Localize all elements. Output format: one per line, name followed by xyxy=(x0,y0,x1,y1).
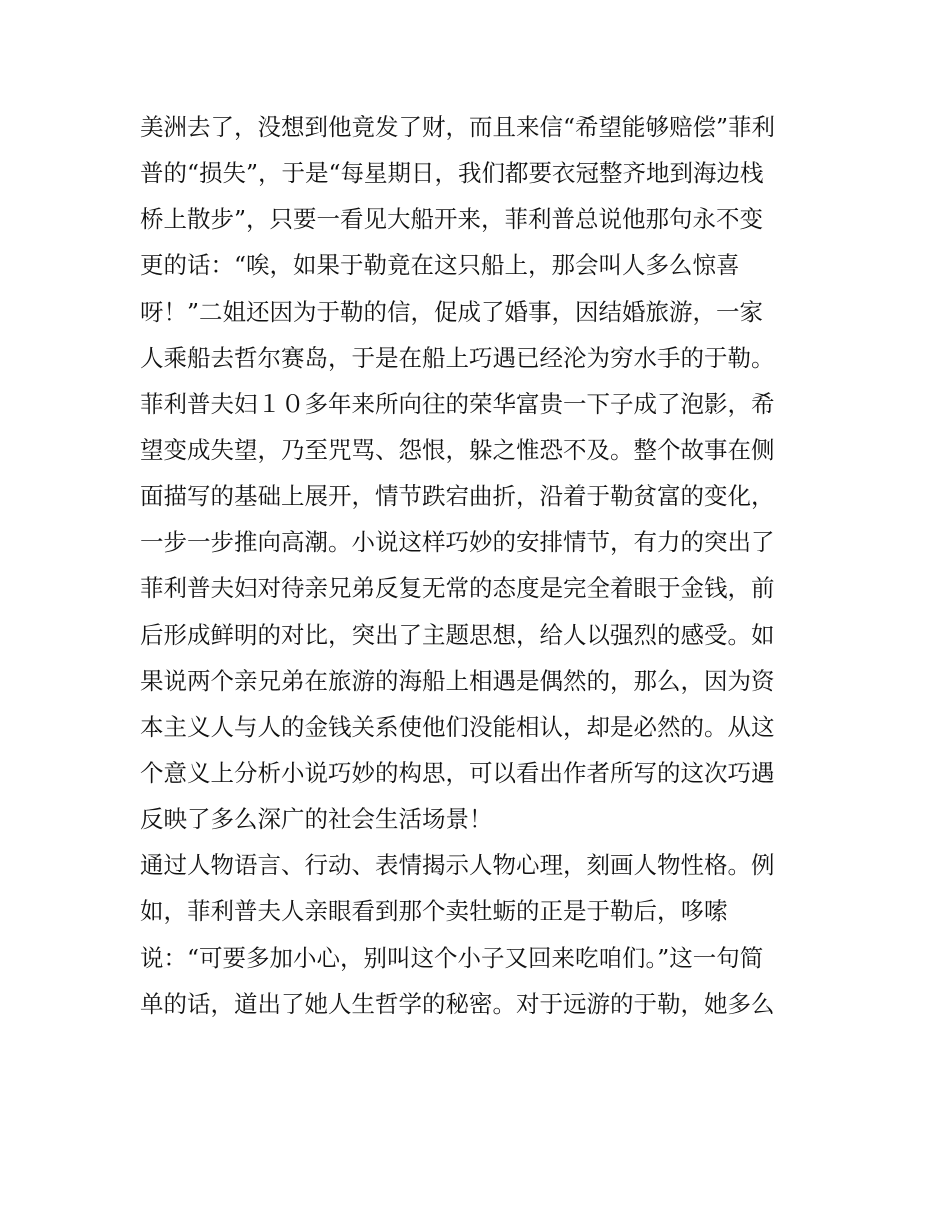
text-line: 本主义人与人的金钱关系使他们没能相认，却是必然的。从这 xyxy=(140,712,775,741)
text-line: 通过人物语言、行动、表情揭示人物心理，刻画人物性格。例 xyxy=(140,851,775,880)
text-line: 人乘船去哲尔赛岛，于是在船上巧遇已经沦为穷水手的于勒。 xyxy=(140,343,775,372)
text-line: 如，菲利普夫人亲眼看到那个卖牡蛎的正是于勒后，哆嗦 xyxy=(140,897,728,926)
text-line: 一步一步推向高潮。小说这样巧妙的安排情节，有力的突出了 xyxy=(140,528,775,557)
text-line: 更的话：“唉，如果于勒竟在这只船上，那会叫人多么惊喜 xyxy=(140,251,740,280)
text-line: 反映了多么深广的社会生活场景！ xyxy=(140,805,493,834)
text-line: 说：“可要多加小心，别叫这个小子又回来吃咱们。”这一句简 xyxy=(140,943,764,972)
text-line: 桥上散步”，只要一看见大船开来，菲利普总说他那句永不变 xyxy=(140,205,764,234)
body-text xyxy=(140,104,820,1027)
text-line: 个意义上分析小说巧妙的构思，可以看出作者所写的这次巧遇 xyxy=(140,758,775,787)
text-line: 呀！”二姐还因为于勒的信，促成了婚事，因结婚旅游，一家 xyxy=(140,297,764,326)
text-line: 单的话，道出了她人生哲学的秘密。对于远游的于勒，她多么 xyxy=(140,989,775,1018)
text-line: 菲利普夫妇１０多年来所向往的荣华富贵一下子成了泡影，希 xyxy=(140,389,775,418)
text-line: 美洲去了，没想到他竟发了财，而且来信“希望能够赔偿”菲利 xyxy=(140,113,776,141)
text-line: 望变成失望，乃至咒骂、怨恨，躲之惟恐不及。整个故事在侧 xyxy=(140,435,775,464)
text-line: 普的“损失”，于是“每星期日，我们都要衣冠整齐地到海边栈 xyxy=(140,159,764,188)
text-line: 菲利普夫妇对待亲兄弟反复无常的态度是完全着眼于金钱，前 xyxy=(140,574,775,603)
text-line: 后形成鲜明的对比，突出了主题思想，给人以强烈的感受。如 xyxy=(140,620,775,649)
text-line: 果说两个亲兄弟在旅游的海船上相遇是偶然的，那么，因为资 xyxy=(140,666,775,695)
text-line: 面描写的基础上展开，情节跌宕曲折，沿着于勒贫富的变化， xyxy=(140,482,775,511)
